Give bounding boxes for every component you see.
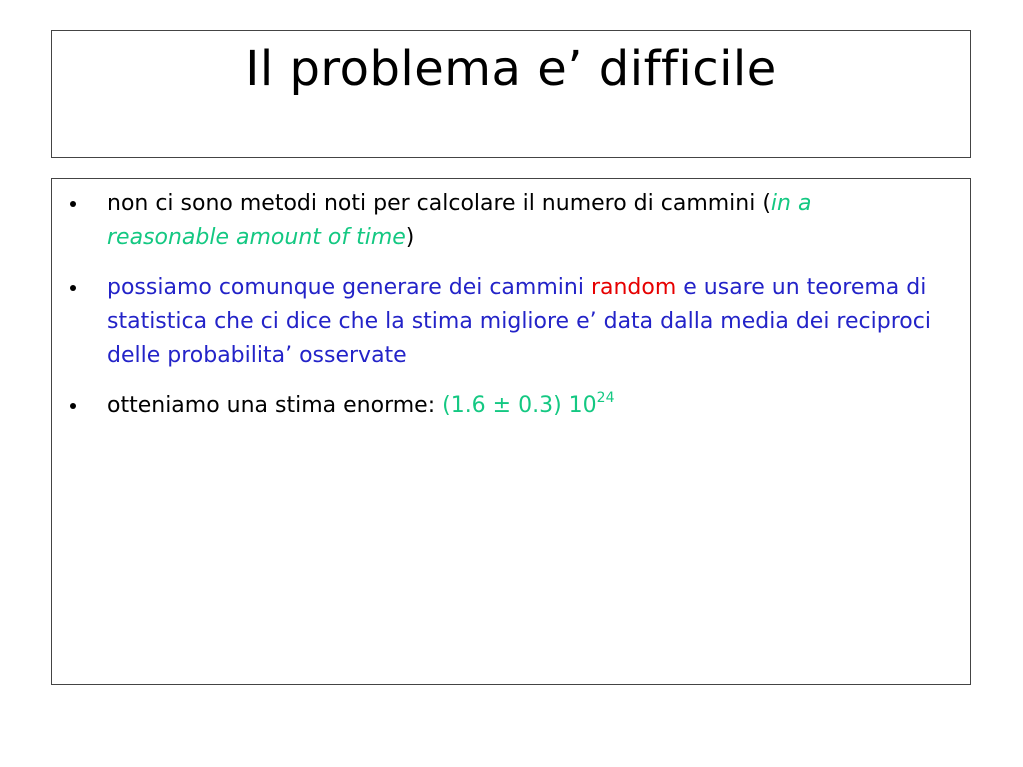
content-box [51,178,971,685]
bullet-dot-icon [70,201,76,207]
bullet-dot-icon [70,285,76,291]
bullet-1-emphasis: in a reasonable amount of time [107,191,812,250]
bullet-2-emphasis: random [590,275,677,300]
bullet-1-close: ) [405,225,415,250]
estimate-exponent: 24 [596,390,615,406]
slide-title: Il problema e’ difficile [245,41,777,97]
bullet-2-rest: e usare un teorema di statistica che ci dice che la stima migliore e’ data dalla media dei reciproci delle probabilita’ osservate [107,275,931,368]
bullet-dot-icon [70,403,76,409]
bullet-3-text: otteniamo una stima enorme: [107,393,443,418]
bullet-list [52,187,970,439]
bullet-item-2 [52,271,970,373]
bullet-2-text: possiamo comunque generare dei cammini [107,275,591,300]
bullet-item-3 [52,389,970,423]
bullet-item-1 [52,187,970,255]
estimate-value: (1.6 ± 0.3) 10 [442,393,597,418]
bullet-1-text: non ci sono metodi noti per calcolare il numero di cammini ( [107,191,771,216]
title-box [51,30,971,158]
